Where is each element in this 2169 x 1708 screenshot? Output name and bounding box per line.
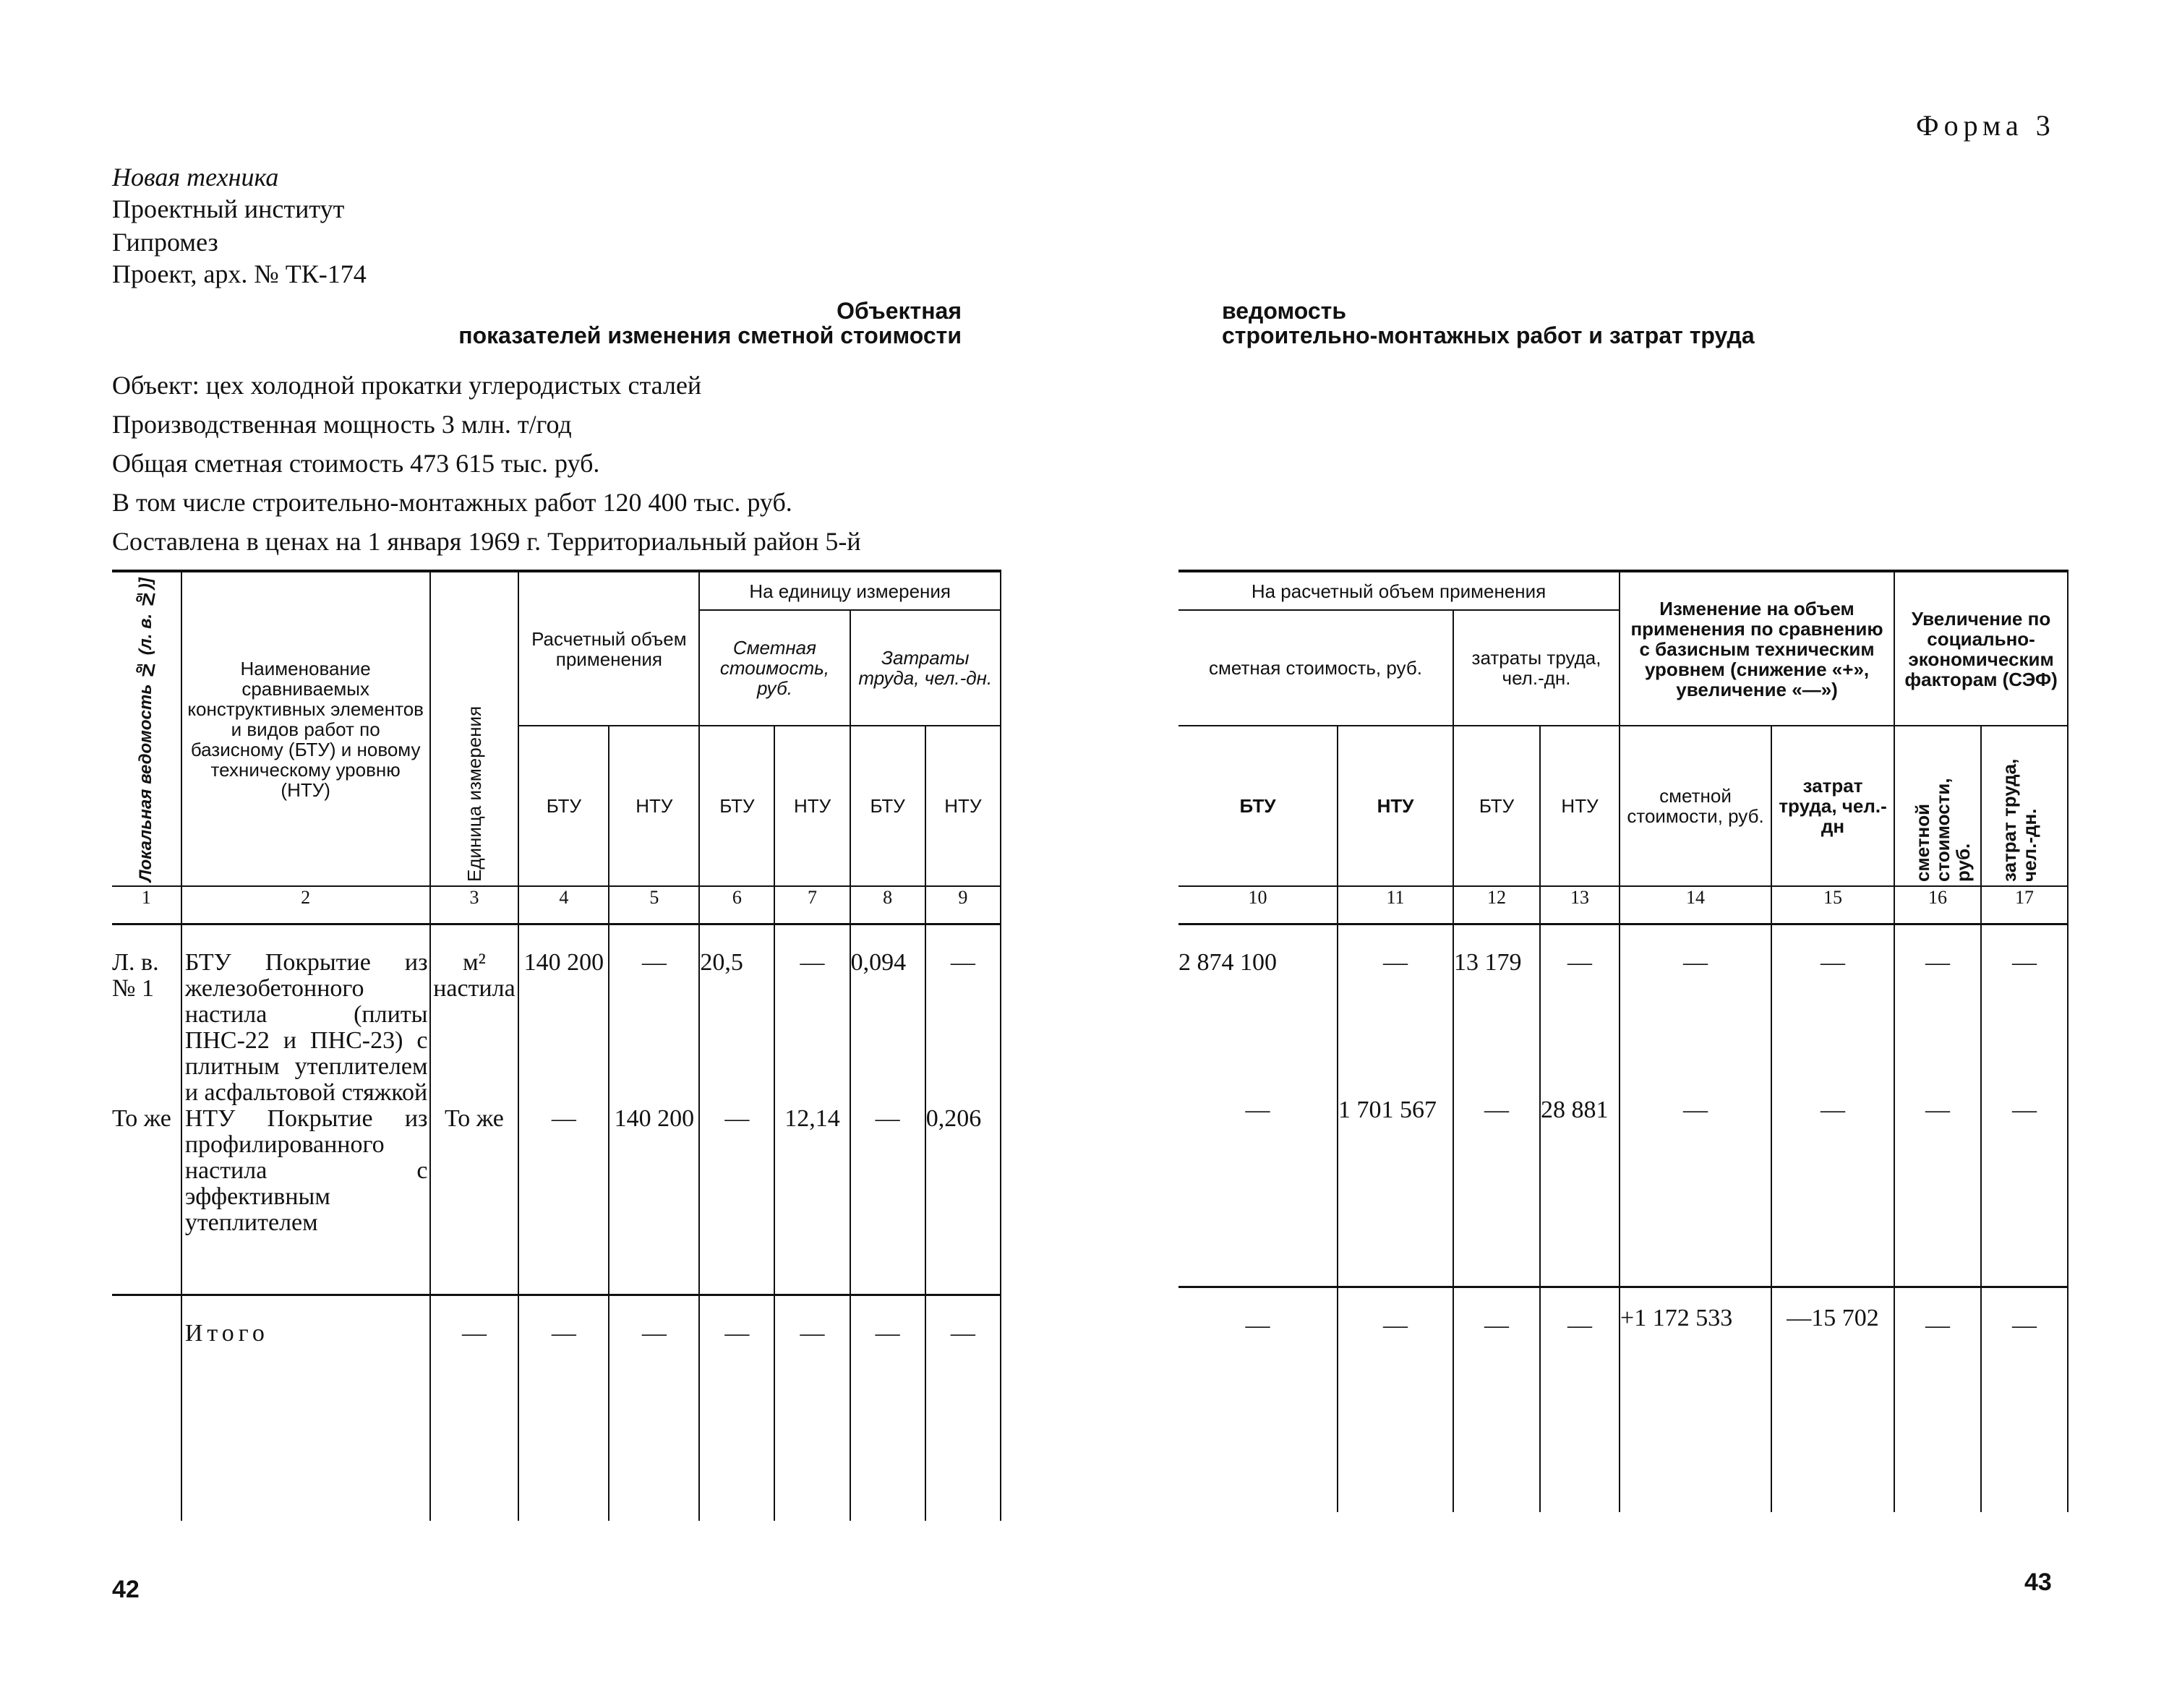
header-ntu: НТУ xyxy=(1561,795,1599,817)
row1-calc-labor-btu: 13 179 xyxy=(1453,924,1540,1097)
total-change-cost: +1 172 533 xyxy=(1620,1287,1771,1512)
header-line-2: Проектный институт xyxy=(112,194,345,223)
page-number-right: 43 xyxy=(2024,1568,2052,1596)
header-change: Изменение на объем применения по сравнению с базисным техническим уровнем (снижение «+», увеличение «—») xyxy=(1630,597,1883,700)
total-label: Итого xyxy=(181,1295,430,1521)
col-number: 1 xyxy=(112,886,181,924)
row2-calc-labor-ntu: 28 881 xyxy=(1540,1097,1620,1287)
header-btu: БТУ xyxy=(870,795,905,817)
title-right-2: строительно-монтажных работ и затрат труда xyxy=(1222,322,1755,348)
col-number: 12 xyxy=(1453,886,1540,924)
meta-smr-cost: В том числе строительно-монтажных работ 120 400 тыс. руб. xyxy=(112,488,792,517)
total-volume-ntu: — xyxy=(609,1295,699,1521)
row1-calc-cost-ntu: — xyxy=(1338,924,1453,1097)
header-ntu: НТУ xyxy=(636,795,673,817)
row2-labor-btu: — xyxy=(850,1106,925,1295)
row2-change-cost: — xyxy=(1620,1097,1771,1287)
total-sef-cost: — xyxy=(1894,1287,1981,1512)
col-number: 17 xyxy=(1981,886,2068,924)
row1-statement: Л. в. № 1 xyxy=(112,924,181,1106)
header-calc-cost: сметная стоимость, руб. xyxy=(1209,657,1422,679)
header-line-1: Новая техника xyxy=(112,163,279,192)
row2-change-labor: — xyxy=(1771,1097,1894,1287)
header-btu: БТУ xyxy=(1239,795,1276,817)
row1-change-labor: — xyxy=(1771,924,1894,1097)
row2-statement: То же xyxy=(112,1106,181,1295)
col-number: 15 xyxy=(1771,886,1894,924)
total-labor-btu: — xyxy=(850,1295,925,1521)
row1-cost-btu: 20,5 xyxy=(699,924,774,1106)
meta-prices: Составлена в ценах на 1 января 1969 г. Территориальный район 5-й xyxy=(112,527,861,556)
total-change-labor: —15 702 xyxy=(1771,1287,1894,1512)
header-calc-labor: затраты труда, чел.-дн. xyxy=(1471,647,1601,689)
header-line-4: Проект, арх. № ТК-174 xyxy=(112,259,367,288)
col-number: 13 xyxy=(1540,886,1620,924)
row2-labor-ntu: 0,206 xyxy=(925,1106,1001,1295)
col-number: 8 xyxy=(850,886,925,924)
total-calc-cost-btu: — xyxy=(1178,1287,1338,1512)
header-item-name: Наименование сравниваемых конструктивных элементов и видов работ по базисному (БТУ) и новому техническому уровню (НТУ) xyxy=(187,657,424,801)
header-btu: БТУ xyxy=(719,795,755,817)
row1-calc-cost-btu: 2 874 100 xyxy=(1178,924,1338,1097)
col-number: 14 xyxy=(1620,886,1771,924)
total-calc-cost-ntu: — xyxy=(1338,1287,1453,1512)
col-number: 7 xyxy=(774,886,850,924)
col-number: 11 xyxy=(1338,886,1453,924)
row2-volume-btu: — xyxy=(518,1106,609,1295)
col-number: 16 xyxy=(1894,886,1981,924)
header-ntu: НТУ xyxy=(944,795,982,817)
header-ntu: НТУ xyxy=(1377,795,1414,817)
row2-sef-cost: — xyxy=(1894,1097,1981,1287)
row1-sef-labor: — xyxy=(1981,924,2068,1097)
header-btu: БТУ xyxy=(1479,795,1515,817)
meta-capacity: Производственная мощность 3 млн. т/год xyxy=(112,410,572,439)
header-ntu: НТУ xyxy=(793,795,831,817)
col-number: 4 xyxy=(518,886,609,924)
form-label: Форма 3 xyxy=(1916,109,2055,142)
row2-calc-cost-ntu: 1 701 567 xyxy=(1338,1097,1453,1287)
meta-total-cost: Общая сметная стоимость 473 615 тыс. руб. xyxy=(112,449,600,478)
row2-calc-cost-btu: — xyxy=(1178,1097,1338,1287)
col-number: 9 xyxy=(925,886,1001,924)
header-volume: Расчетный объем применения xyxy=(531,627,687,670)
row1-name: БТУ Покрытие из железобетонного настила (плиты ПНС-22 и ПНС-23) с плитным утеплителем и асфальтовой стяжкой xyxy=(181,924,430,1106)
row1-change-cost: — xyxy=(1620,924,1771,1097)
row2-name: НТУ Покрытие из профилированного настила с эффективным утеплителем xyxy=(181,1106,430,1295)
row1-volume-ntu: — xyxy=(609,924,699,1106)
total-calc-labor-ntu: — xyxy=(1540,1287,1620,1512)
title-right-1: ведомость xyxy=(1222,298,1346,324)
row1-labor-btu: 0,094 xyxy=(850,924,925,1106)
row2-unit: То же xyxy=(430,1106,519,1295)
row2-sef-labor: — xyxy=(1981,1097,2068,1287)
row1-unit: м² настила xyxy=(430,924,519,1106)
col-number: 10 xyxy=(1178,886,1338,924)
page-number-left: 42 xyxy=(112,1576,140,1603)
header-unit-labor: Затраты труда, чел.-дн. xyxy=(858,647,993,689)
total-unit: — xyxy=(430,1295,519,1521)
col-number: 6 xyxy=(699,886,774,924)
total-cost-ntu: — xyxy=(774,1295,850,1521)
row1-calc-labor-ntu: — xyxy=(1540,924,1620,1097)
col-number: 2 xyxy=(181,886,430,924)
header-calc-volume: На расчетный объем применения xyxy=(1251,580,1546,602)
header-unit: Единица измерения xyxy=(463,705,485,882)
header-btu: БТУ xyxy=(546,795,582,817)
row2-volume-ntu: 140 200 xyxy=(609,1106,699,1295)
header-change-cost: сметной стоимости, руб. xyxy=(1627,785,1764,827)
header-change-labor: затрат труда, чел.-дн xyxy=(1779,775,1887,837)
title-left-1: Объектная xyxy=(837,298,962,324)
header-per-unit: На единицу измерения xyxy=(749,580,951,602)
row2-calc-labor-btu: — xyxy=(1453,1097,1540,1287)
row1-sef-cost: — xyxy=(1894,924,1981,1097)
header-local-statement: Локальная ведомость № (л. в. №)] xyxy=(136,578,156,882)
title-left-2: показателей изменения сметной стоимости xyxy=(458,322,962,348)
left-table xyxy=(112,570,1001,1521)
header-unit-cost: Сметная стоимость, руб. xyxy=(719,637,830,699)
header-sef-labor: затрат труда, чел.-дн. xyxy=(1998,758,2041,882)
row2-cost-btu: — xyxy=(699,1106,774,1295)
header-line-3: Гипромез xyxy=(112,228,218,257)
row2-cost-ntu: 12,14 xyxy=(774,1106,850,1295)
right-table xyxy=(1178,570,2069,1512)
meta-object: Объект: цех холодной прокатки углеродистых сталей xyxy=(112,371,702,400)
total-calc-labor-btu: — xyxy=(1453,1287,1540,1512)
header-sef: Увеличение по социально-экономическим факторам (СЭФ) xyxy=(1904,607,2058,690)
col-number: 5 xyxy=(609,886,699,924)
col-number: 3 xyxy=(430,886,519,924)
total-cost-btu: — xyxy=(699,1295,774,1521)
total-labor-ntu: — xyxy=(925,1295,1001,1521)
header-sef-cost: сметной стоимости, руб. xyxy=(1912,778,1975,882)
row1-cost-ntu: — xyxy=(774,924,850,1106)
row1-labor-ntu: — xyxy=(925,924,1001,1106)
total-sef-labor: — xyxy=(1981,1287,2068,1512)
row1-volume-btu: 140 200 xyxy=(518,924,609,1106)
total-volume-btu: — xyxy=(518,1295,609,1521)
